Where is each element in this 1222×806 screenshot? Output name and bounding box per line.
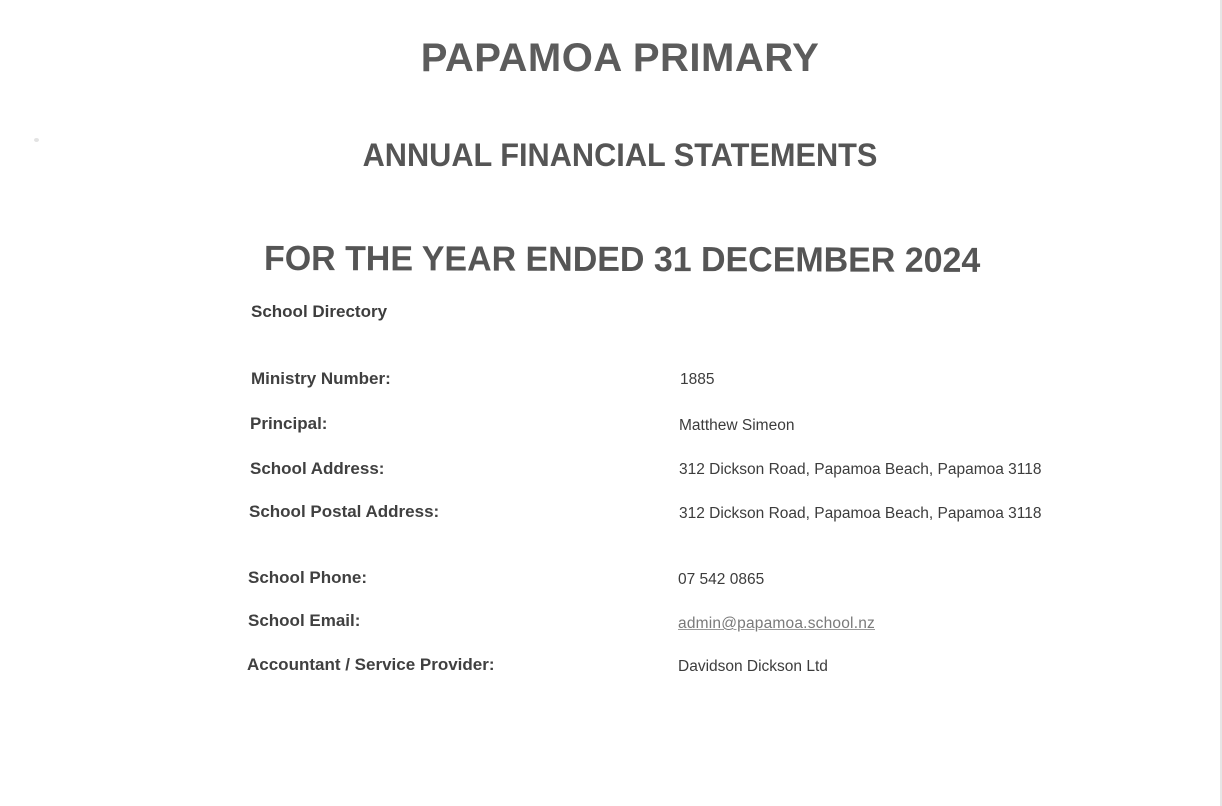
school-phone-value: 07 542 0865 [678, 571, 765, 588]
postal-address-label: School Postal Address: [249, 502, 440, 521]
reporting-period-title: FOR THE YEAR ENDED 31 DECEMBER 2024 [263, 239, 981, 280]
school-email-link[interactable]: admin@papamoa.school.nz [678, 615, 875, 632]
principal-label: Principal: [250, 414, 328, 433]
ministry-number-label: Ministry Number: [251, 369, 391, 388]
accountant-label: Accountant / Service Provider: [247, 655, 495, 674]
school-email-label: School Email: [248, 611, 361, 630]
ministry-number-value: 1885 [680, 371, 715, 388]
principal-value: Matthew Simeon [679, 417, 795, 434]
school-address-label: School Address: [250, 459, 385, 478]
postal-address-value: 312 Dickson Road, Papamoa Beach, Papamoa 3118 [679, 505, 1042, 522]
school-name-title: PAPAMOA PRIMARY [420, 36, 820, 80]
accountant-value: Davidson Dickson Ltd [678, 658, 828, 675]
report-title: ANNUAL FINANCIAL STATEMENTS [362, 137, 878, 173]
school-directory-heading: School Directory [251, 302, 388, 321]
school-phone-label: School Phone: [248, 568, 367, 587]
school-address-value: 312 Dickson Road, Papamoa Beach, Papamoa 3118 [679, 461, 1042, 478]
